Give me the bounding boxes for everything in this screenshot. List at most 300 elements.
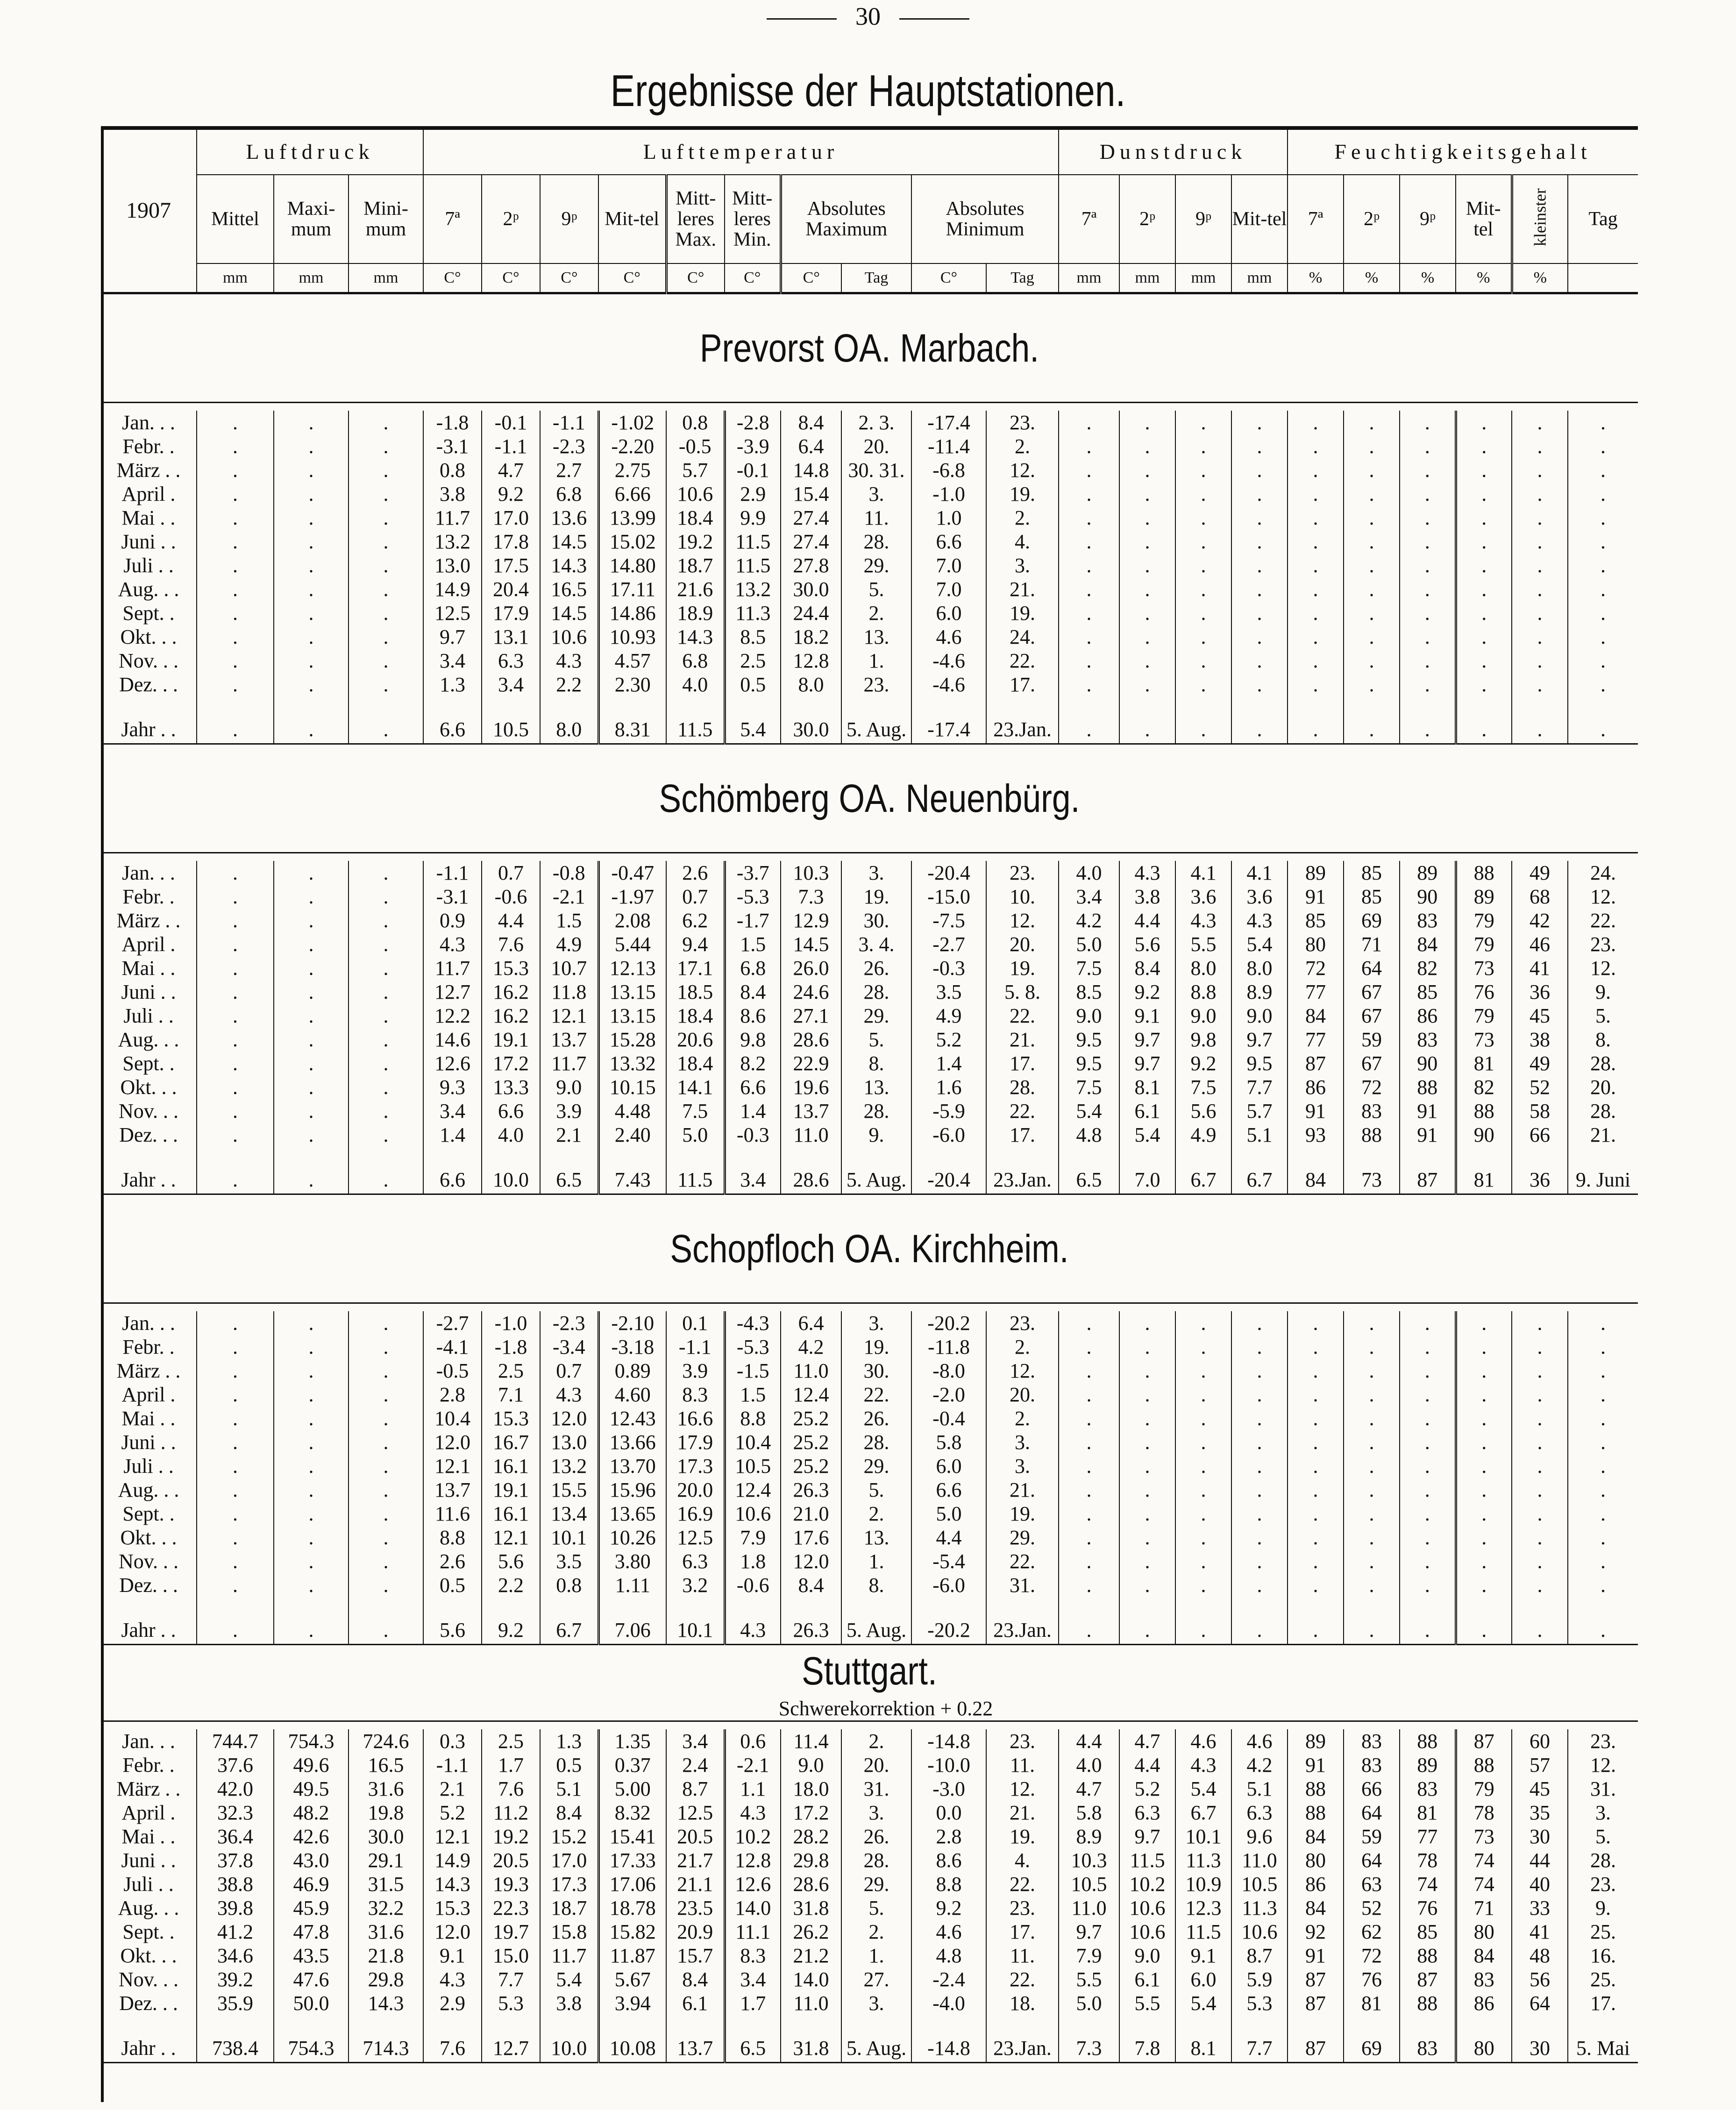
month-label: März . . <box>116 1359 181 1382</box>
data-cell: . <box>1175 1359 1231 1383</box>
data-cell: . <box>274 1075 349 1099</box>
data-cell: . <box>274 1454 349 1478</box>
data-cell: 85 <box>1344 885 1400 909</box>
data-cell: . <box>1400 411 1456 434</box>
table-row <box>101 1454 1638 1478</box>
data-cell: 12. <box>1568 1753 1638 1777</box>
data-cell: 7.3 <box>781 885 841 909</box>
data-cell: 12. <box>986 1777 1059 1801</box>
data-cell: 85 <box>1400 980 1456 1004</box>
data-cell: 5.0 <box>911 1502 986 1526</box>
data-cell: 9.0 <box>1231 1004 1288 1028</box>
data-cell: 0.8 <box>423 458 482 482</box>
data-cell: . <box>349 1383 423 1407</box>
data-cell: 0.89 <box>598 1359 666 1383</box>
data-cell: . <box>1175 1502 1231 1526</box>
data-cell: 32.3 <box>197 1801 274 1825</box>
data-cell: 3.4 <box>482 673 540 696</box>
year-cell: 11.5 <box>666 1165 725 1194</box>
data-cell: 9.7 <box>423 625 482 649</box>
data-cell: . <box>349 1099 423 1123</box>
data-cell: . <box>1288 1311 1344 1335</box>
data-cell: 13.66 <box>598 1430 666 1454</box>
data-cell: 5.7 <box>666 458 725 482</box>
data-cell: 38 <box>1512 1028 1568 1051</box>
data-cell: 74 <box>1400 1872 1456 1896</box>
data-cell: 2.1 <box>423 1777 482 1801</box>
data-cell: 2. <box>986 1335 1059 1359</box>
data-cell: 11.0 <box>1059 1896 1119 1920</box>
data-cell: 17.0 <box>482 506 540 530</box>
data-cell: . <box>1400 482 1456 506</box>
data-cell: 87 <box>1456 1729 1512 1753</box>
data-cell: . <box>1400 1335 1456 1359</box>
data-cell: 13.6 <box>540 506 598 530</box>
year-cell: 26.3 <box>781 1616 841 1645</box>
data-cell: 3.4 <box>423 649 482 673</box>
year-header: 1907 <box>126 198 171 223</box>
data-cell: . <box>349 1454 423 1478</box>
data-cell: . <box>1456 1383 1512 1407</box>
data-cell: . <box>1175 482 1231 506</box>
year-cell: . <box>1512 715 1568 744</box>
data-cell: 6.3 <box>482 649 540 673</box>
table-row <box>101 625 1638 649</box>
data-cell: . <box>197 1478 274 1502</box>
data-cell: 3. <box>841 1801 911 1825</box>
data-cell: 9.2 <box>482 482 540 506</box>
data-cell: 64 <box>1344 1848 1400 1872</box>
table-row <box>101 1028 1638 1051</box>
month-label: Juli . . <box>123 554 174 577</box>
data-cell: 8.1 <box>1119 1075 1175 1099</box>
data-cell: . <box>1175 554 1231 577</box>
data-cell: . <box>1231 577 1288 601</box>
data-cell: . <box>1288 1430 1344 1454</box>
col-mittmin: Mitt-leres Min. <box>725 175 781 263</box>
data-cell: . <box>1344 1526 1400 1549</box>
data-cell: -1.1 <box>423 861 482 885</box>
year-cell: 81 <box>1456 1165 1512 1194</box>
month-label: Juli . . <box>123 1873 174 1896</box>
data-cell: . <box>1512 1526 1568 1549</box>
data-cell: 10.1 <box>540 1526 598 1549</box>
data-cell: . <box>1344 1454 1400 1478</box>
data-cell: . <box>1568 1454 1638 1478</box>
data-cell: . <box>1400 554 1456 577</box>
data-cell: . <box>1400 1383 1456 1407</box>
data-cell: 43.0 <box>274 1848 349 1872</box>
data-cell: . <box>1059 1454 1119 1478</box>
data-cell: 28. <box>841 1430 911 1454</box>
table-row <box>101 1502 1638 1526</box>
data-cell: . <box>1456 673 1512 696</box>
data-cell: 30 <box>1512 1825 1568 1848</box>
data-cell: . <box>1512 411 1568 434</box>
data-cell: 10.9 <box>1175 1872 1231 1896</box>
data-cell: 4.2 <box>1059 909 1119 932</box>
data-cell: . <box>1119 530 1175 554</box>
data-cell: . <box>1456 530 1512 554</box>
data-cell: 5.1 <box>1231 1123 1288 1147</box>
data-cell: 6.6 <box>911 530 986 554</box>
data-cell: . <box>1288 530 1344 554</box>
col-t7: 7ª <box>423 175 482 263</box>
data-cell: . <box>1568 577 1638 601</box>
data-cell: 4.0 <box>482 1123 540 1147</box>
data-cell: 83 <box>1400 909 1456 932</box>
data-cell: 0.9 <box>423 909 482 932</box>
data-cell: 13.7 <box>540 1028 598 1051</box>
data-cell: 3.2 <box>666 1573 725 1597</box>
data-cell: 9.8 <box>1175 1028 1231 1051</box>
year-cell: . <box>349 1165 423 1194</box>
data-cell: 3.4 <box>1059 885 1119 909</box>
data-cell: . <box>1175 625 1231 649</box>
data-cell: . <box>1059 411 1119 434</box>
data-cell: 49.6 <box>274 1753 349 1777</box>
data-cell: 67 <box>1344 1004 1400 1028</box>
data-cell: 30.0 <box>349 1825 423 1848</box>
data-cell: -6.0 <box>911 1123 986 1147</box>
data-cell: . <box>1231 1478 1288 1502</box>
month-label: Nov. . . <box>119 1100 178 1122</box>
data-cell: 12.5 <box>666 1526 725 1549</box>
data-cell: . <box>1400 506 1456 530</box>
year-cell: 10.1 <box>666 1616 725 1645</box>
data-cell: . <box>1288 1407 1344 1430</box>
data-cell: 28.2 <box>781 1825 841 1848</box>
data-cell: 16.2 <box>482 980 540 1004</box>
col-d9: 9ᵖ <box>1175 175 1231 263</box>
data-cell: 5.4 <box>1231 932 1288 956</box>
data-cell: -2.7 <box>911 932 986 956</box>
data-cell: 73 <box>1456 956 1512 980</box>
data-cell: 42.0 <box>197 1777 274 1801</box>
data-cell: . <box>1288 1454 1344 1478</box>
col-dmittel: Mit-tel <box>1231 175 1288 263</box>
data-cell: 0.8 <box>540 1573 598 1597</box>
data-cell: 31. <box>1568 1777 1638 1801</box>
data-cell: 4.3 <box>725 1801 781 1825</box>
data-cell: 21. <box>986 577 1059 601</box>
data-cell: 14.3 <box>666 625 725 649</box>
data-cell: 23. <box>986 411 1059 434</box>
data-cell: . <box>1456 1335 1512 1359</box>
data-cell: 10.1 <box>1175 1825 1231 1848</box>
table-row <box>101 1478 1638 1502</box>
data-cell: . <box>1568 1311 1638 1335</box>
data-cell: 5.5 <box>1059 1968 1119 1991</box>
data-cell: 12.1 <box>423 1454 482 1478</box>
data-cell: 11.7 <box>540 1051 598 1075</box>
data-cell: . <box>197 861 274 885</box>
data-cell: . <box>1119 1526 1175 1549</box>
data-cell: 2. <box>841 1502 911 1526</box>
station-rule <box>101 853 1638 861</box>
data-cell: 4.48 <box>598 1099 666 1123</box>
year-cell: . <box>1288 1616 1344 1645</box>
data-cell: 87 <box>1288 1051 1344 1075</box>
data-cell: . <box>1059 1359 1119 1383</box>
data-cell: -2.20 <box>598 434 666 458</box>
data-cell: 21.7 <box>666 1848 725 1872</box>
month-label: Dez. . . <box>119 1123 178 1146</box>
data-cell: 8.3 <box>666 1383 725 1407</box>
data-cell: -4.0 <box>911 1991 986 2015</box>
data-cell: . <box>1512 1359 1568 1383</box>
data-cell: 3.80 <box>598 1549 666 1573</box>
data-cell: 31.6 <box>349 1777 423 1801</box>
data-cell: . <box>1231 625 1288 649</box>
data-cell: 2. <box>986 1407 1059 1430</box>
data-cell: 10.15 <box>598 1075 666 1099</box>
data-cell: 1. <box>841 649 911 673</box>
year-cell: 3.4 <box>725 1165 781 1194</box>
data-cell: . <box>349 980 423 1004</box>
data-cell: 15.2 <box>540 1825 598 1848</box>
data-cell: 22. <box>1568 909 1638 932</box>
data-cell: . <box>1175 530 1231 554</box>
group-dunstdruck: Dunstdruck <box>1059 130 1288 175</box>
data-cell: 9.1 <box>1175 1944 1231 1968</box>
data-cell: 81 <box>1400 1801 1456 1825</box>
data-cell: 1.5 <box>725 1383 781 1407</box>
data-cell: 9.3 <box>423 1075 482 1099</box>
data-cell: 11.0 <box>1231 1848 1288 1872</box>
data-cell: 29.8 <box>781 1848 841 1872</box>
year-label: Jahr . . <box>101 2034 197 2063</box>
data-cell: 17.1 <box>666 956 725 980</box>
data-cell: 8.8 <box>911 1872 986 1896</box>
data-cell: 5.0 <box>666 1123 725 1147</box>
data-cell: . <box>1400 1430 1456 1454</box>
data-cell: 24.6 <box>781 980 841 1004</box>
data-cell: 12.9 <box>781 909 841 932</box>
station-rule <box>101 1303 1638 1312</box>
data-cell: 4.0 <box>1059 1753 1119 1777</box>
data-cell: 72 <box>1288 956 1344 980</box>
data-cell: 84 <box>1400 932 1456 956</box>
data-cell: 9.7 <box>1059 1920 1119 1944</box>
year-cell: 13.7 <box>666 2034 725 2063</box>
data-cell: -2.7 <box>423 1311 482 1335</box>
data-cell: 88 <box>1400 1075 1456 1099</box>
data-cell: 2.08 <box>598 909 666 932</box>
data-cell: 8. <box>1568 1028 1638 1051</box>
year-cell: 6.5 <box>725 2034 781 2063</box>
data-cell: 9.0 <box>1059 1004 1119 1028</box>
data-cell: 8.6 <box>725 1004 781 1028</box>
year-cell: . <box>1119 1616 1175 1645</box>
data-cell: . <box>349 577 423 601</box>
data-cell: 15.41 <box>598 1825 666 1848</box>
data-cell: . <box>1231 1549 1288 1573</box>
data-cell: 9.2 <box>1119 980 1175 1004</box>
col-f7: 7ª <box>1288 175 1344 263</box>
table-row <box>101 434 1638 458</box>
data-cell: . <box>1512 482 1568 506</box>
data-cell: 13.99 <box>598 506 666 530</box>
data-cell: . <box>1568 530 1638 554</box>
data-cell: . <box>349 434 423 458</box>
data-cell: 5.4 <box>540 1968 598 1991</box>
data-cell: 66 <box>1512 1123 1568 1147</box>
data-cell: 6.7 <box>1175 1801 1231 1825</box>
data-cell: 88 <box>1400 1991 1456 2015</box>
data-cell: . <box>197 1454 274 1478</box>
data-cell: . <box>1512 1454 1568 1478</box>
data-cell: 15.4 <box>781 482 841 506</box>
data-cell: . <box>1512 1383 1568 1407</box>
data-cell: 7.9 <box>1059 1944 1119 1968</box>
data-cell: 28. <box>986 1075 1059 1099</box>
data-cell: 29. <box>841 1872 911 1896</box>
data-cell: . <box>1344 601 1400 625</box>
data-cell: 2. <box>841 601 911 625</box>
station-title: Schopfloch OA. Kirchheim. <box>670 1226 1069 1271</box>
year-cell: 6.7 <box>540 1616 598 1645</box>
data-cell: 31.8 <box>781 1896 841 1920</box>
data-cell: . <box>349 673 423 696</box>
data-cell: 2.40 <box>598 1123 666 1147</box>
data-cell: 15.3 <box>482 956 540 980</box>
data-cell: 9.1 <box>423 1944 482 1968</box>
data-cell: 4.4 <box>911 1526 986 1549</box>
data-cell: . <box>1400 577 1456 601</box>
data-cell: 19.2 <box>666 530 725 554</box>
month-label: März . . <box>116 1777 181 1800</box>
data-cell: 7.5 <box>1059 956 1119 980</box>
data-cell: . <box>274 1123 349 1147</box>
data-cell: 25. <box>1568 1920 1638 1944</box>
data-cell: . <box>1288 601 1344 625</box>
data-cell: 12.2 <box>423 1004 482 1028</box>
data-cell: -2.8 <box>725 411 781 434</box>
data-cell: 20. <box>986 1383 1059 1407</box>
data-cell: . <box>274 956 349 980</box>
month-label: Juni . . <box>121 1849 176 1872</box>
data-cell: 5.2 <box>911 1028 986 1051</box>
data-cell: -0.1 <box>482 411 540 434</box>
data-cell: . <box>1344 1549 1400 1573</box>
year-cell: -17.4 <box>911 715 986 744</box>
data-cell: . <box>1456 434 1512 458</box>
data-cell: 11.1 <box>725 1920 781 1944</box>
data-cell: 0.8 <box>666 411 725 434</box>
data-cell: . <box>1568 554 1638 577</box>
data-cell: . <box>1288 625 1344 649</box>
year-cell: . <box>1512 1616 1568 1645</box>
data-cell: 13.0 <box>540 1430 598 1454</box>
data-cell: . <box>1456 1311 1512 1335</box>
data-cell: 49.5 <box>274 1777 349 1801</box>
data-cell: 26.0 <box>781 956 841 980</box>
data-cell: 19.8 <box>349 1801 423 1825</box>
data-cell: 11.3 <box>1175 1848 1231 1872</box>
data-cell: -3.0 <box>911 1777 986 1801</box>
data-cell: . <box>1512 649 1568 673</box>
data-cell: . <box>1344 482 1400 506</box>
data-cell: 12.5 <box>666 1801 725 1825</box>
data-cell: . <box>1344 434 1400 458</box>
data-cell: 92 <box>1288 1920 1344 1944</box>
year-cell: . <box>274 1616 349 1645</box>
year-cell: 9. Juni <box>1568 1165 1638 1194</box>
data-cell: . <box>1344 1311 1400 1335</box>
data-cell: 82 <box>1456 1075 1512 1099</box>
data-cell: 13. <box>841 625 911 649</box>
data-cell: 12. <box>986 1359 1059 1383</box>
data-cell: . <box>197 1335 274 1359</box>
month-label: Juni . . <box>121 530 176 553</box>
data-cell: 63 <box>1344 1872 1400 1896</box>
data-cell: 21.2 <box>781 1944 841 1968</box>
table-row <box>101 1729 1638 1753</box>
data-cell: 4.3 <box>423 1968 482 1991</box>
data-cell: 4.9 <box>1175 1123 1231 1147</box>
data-cell: 5.3 <box>1231 1991 1288 2015</box>
data-cell: . <box>1175 1549 1231 1573</box>
year-cell: 5. Aug. <box>841 2034 911 2063</box>
data-cell: 3. <box>841 1991 911 2015</box>
table-row <box>101 1004 1638 1028</box>
table-row <box>101 601 1638 625</box>
data-cell: . <box>1288 458 1344 482</box>
data-cell: 12. <box>986 458 1059 482</box>
data-cell: . <box>349 1335 423 1359</box>
data-cell: 4.3 <box>1175 1753 1231 1777</box>
data-cell: 28. <box>1568 1099 1638 1123</box>
table-row <box>101 909 1638 932</box>
data-cell: . <box>274 1407 349 1430</box>
data-cell: 21.1 <box>666 1872 725 1896</box>
data-cell: . <box>1288 482 1344 506</box>
data-cell: 7.9 <box>725 1526 781 1549</box>
data-cell: . <box>1456 649 1512 673</box>
data-cell: . <box>1344 1430 1400 1454</box>
data-cell: 17.33 <box>598 1848 666 1872</box>
year-cell: . <box>1288 715 1344 744</box>
year-cell: 7.7 <box>1231 2034 1288 2063</box>
data-cell: . <box>1400 1502 1456 1526</box>
data-cell: 48 <box>1512 1944 1568 1968</box>
data-cell: 12.4 <box>781 1383 841 1407</box>
year-cell: . <box>274 715 349 744</box>
year-cell: -20.4 <box>911 1165 986 1194</box>
data-cell: . <box>1231 1573 1288 1597</box>
month-label: Mai . . <box>121 957 176 980</box>
data-cell: -2.1 <box>540 885 598 909</box>
data-cell: 89 <box>1288 1729 1344 1753</box>
data-cell: 11.6 <box>423 1502 482 1526</box>
data-cell: 5.4 <box>1175 1777 1231 1801</box>
data-cell: 25.2 <box>781 1407 841 1430</box>
data-cell: 7.0 <box>911 554 986 577</box>
data-cell: . <box>1568 1478 1638 1502</box>
data-cell: 12.5 <box>423 601 482 625</box>
year-cell: 5.6 <box>423 1616 482 1645</box>
data-cell: . <box>1059 530 1119 554</box>
table-row <box>101 506 1638 530</box>
year-cell: 6.7 <box>1175 1165 1231 1194</box>
data-cell: 24. <box>986 625 1059 649</box>
data-cell: . <box>1119 649 1175 673</box>
data-cell: 23. <box>1568 1872 1638 1896</box>
data-cell: 8.5 <box>1059 980 1119 1004</box>
data-cell: 7.1 <box>482 1383 540 1407</box>
data-cell: 22. <box>986 1549 1059 1573</box>
